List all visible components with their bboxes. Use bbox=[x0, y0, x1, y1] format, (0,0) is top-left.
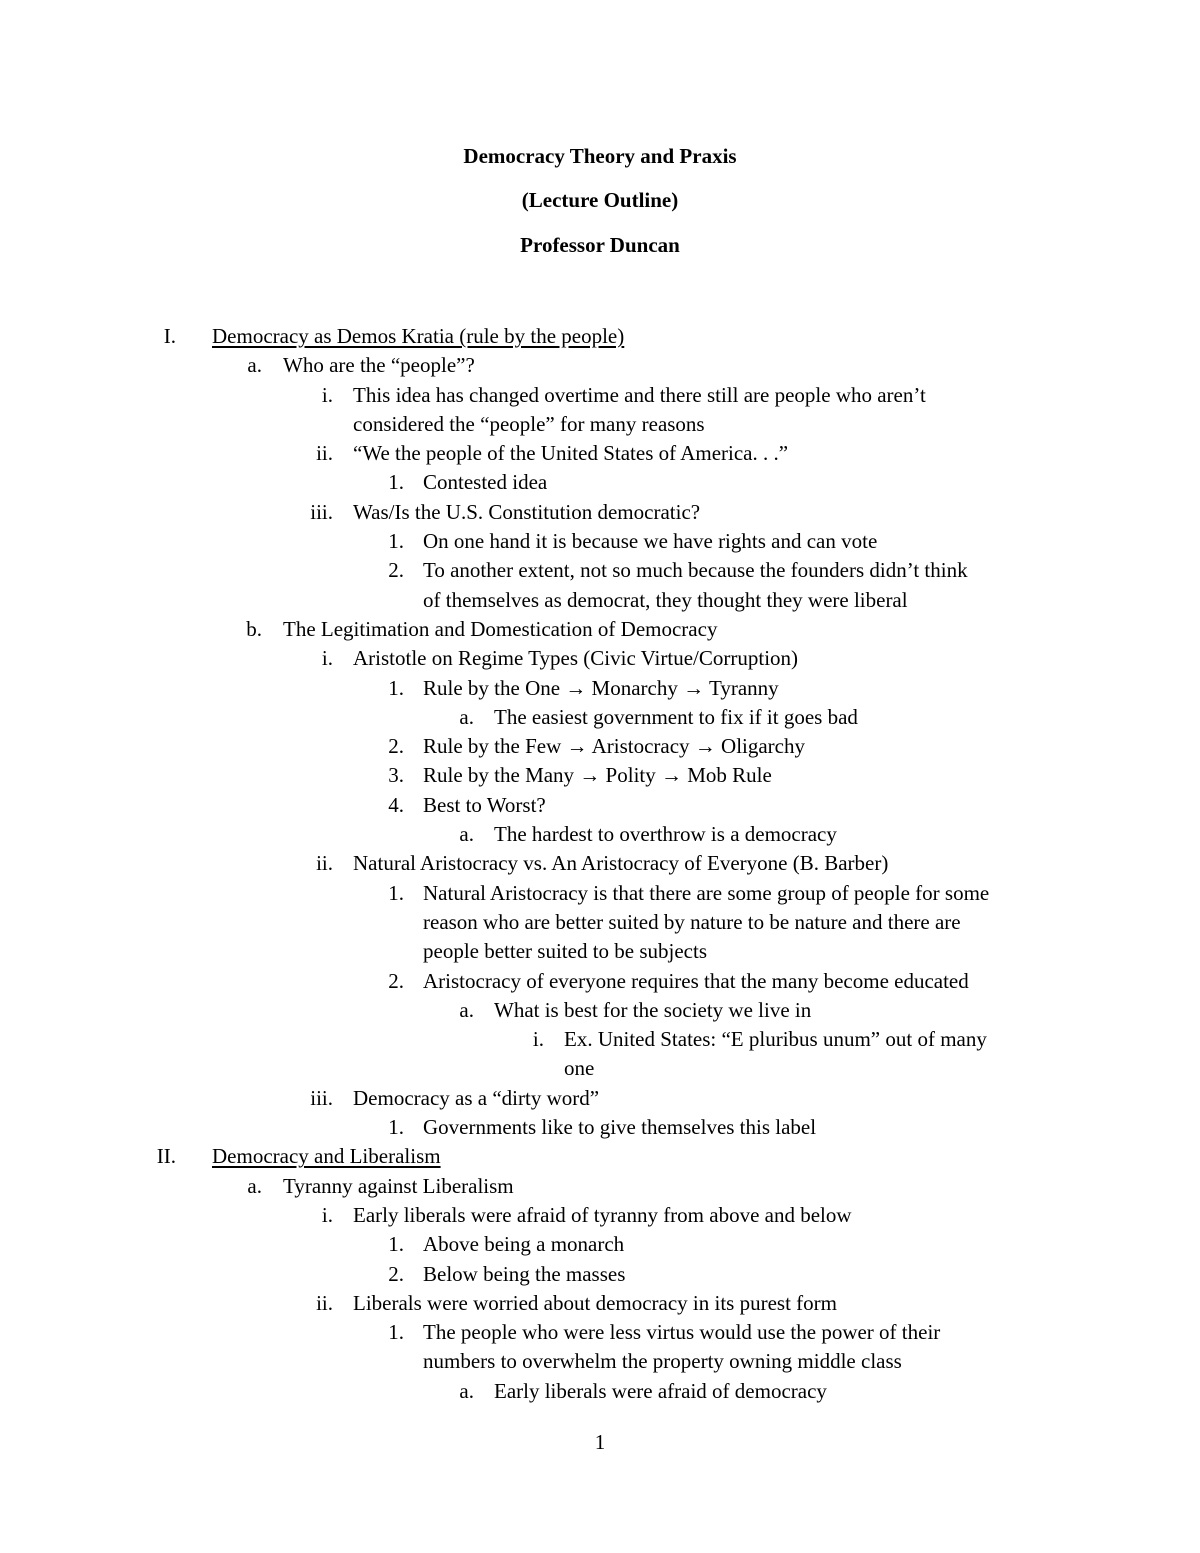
outline-text: The easiest government to fix if it goes bad bbox=[494, 704, 858, 729]
outline-item bbox=[0, 1084, 1200, 1113]
outline-item bbox=[0, 879, 1200, 908]
outline-marker: 2. bbox=[388, 558, 404, 583]
outline-item bbox=[0, 1201, 1200, 1230]
outline-item bbox=[0, 644, 1200, 673]
outline-text: The hardest to overthrow is a democracy bbox=[494, 822, 837, 847]
outline-text: Democracy as Demos Kratia (rule by the people) bbox=[212, 324, 625, 348]
outline-text: Early liberals were afraid of democracy bbox=[494, 1378, 827, 1403]
document-subtitle: (Lecture Outline) bbox=[521, 188, 679, 212]
outline-item bbox=[0, 967, 1200, 996]
outline-marker: 1. bbox=[388, 1320, 404, 1345]
outline-item bbox=[0, 556, 1200, 585]
outline-item bbox=[0, 1318, 1200, 1347]
outline-text: Above being a monarch bbox=[423, 1232, 625, 1257]
outline-item bbox=[0, 586, 1200, 615]
outline-text: The people who were less virtus would use the power of their bbox=[423, 1320, 941, 1345]
outline-marker: 4. bbox=[388, 792, 404, 817]
outline-text: of themselves as democrat, they thought they were liberal bbox=[423, 587, 908, 612]
outline-marker: i. bbox=[321, 1202, 333, 1227]
outline-marker: 1. bbox=[388, 1115, 404, 1140]
outline-text: considered the “people” for many reasons bbox=[353, 411, 705, 436]
outline-item bbox=[0, 410, 1200, 439]
outline-text: Aristocracy of everyone requires that the many become educated bbox=[423, 968, 969, 993]
outline-text: Below being the masses bbox=[423, 1261, 626, 1286]
outline-item bbox=[0, 996, 1200, 1025]
outline-text: Ex. United States: “E pluribus unum” out of many bbox=[564, 1027, 987, 1052]
lecture-outline bbox=[0, 322, 1200, 1406]
outline-text: people better suited to be subjects bbox=[423, 939, 708, 964]
outline-marker: II. bbox=[156, 1144, 176, 1169]
document-author: Professor Duncan bbox=[520, 233, 680, 257]
outline-text: Rule by the One → Monarchy → Tyranny bbox=[423, 675, 779, 700]
outline-marker: 1. bbox=[388, 880, 404, 905]
outline-marker: ii. bbox=[316, 1290, 333, 1315]
outline-item bbox=[0, 937, 1200, 966]
outline-marker: 1. bbox=[388, 1232, 404, 1257]
outline-marker: ii. bbox=[316, 851, 333, 876]
outline-marker: 1. bbox=[388, 675, 404, 700]
outline-marker: i. bbox=[532, 1027, 544, 1052]
outline-item bbox=[0, 527, 1200, 556]
outline-item bbox=[0, 674, 1200, 703]
outline-text: one bbox=[564, 1056, 595, 1081]
outline-item bbox=[0, 908, 1200, 937]
outline-text: numbers to overwhelm the property owning middle class bbox=[423, 1349, 902, 1374]
outline-marker: a. bbox=[459, 704, 474, 729]
outline-item bbox=[0, 1377, 1200, 1406]
outline-item bbox=[0, 381, 1200, 410]
page-number: 1 bbox=[594, 1430, 606, 1454]
outline-text: Liberals were worried about democracy in its purest form bbox=[353, 1290, 837, 1315]
outline-item bbox=[0, 849, 1200, 878]
outline-text: Aristotle on Regime Types (Civic Virtue/Corruption) bbox=[353, 646, 799, 671]
outline-marker: ii. bbox=[316, 441, 333, 466]
outline-marker: a. bbox=[459, 997, 474, 1022]
outline-text: reason who are better suited by nature to be nature and there are bbox=[423, 909, 961, 934]
outline-item bbox=[0, 439, 1200, 468]
outline-marker: 2. bbox=[388, 1261, 404, 1286]
outline-item bbox=[0, 351, 1200, 380]
outline-marker: i. bbox=[321, 646, 333, 671]
outline-text: Tyranny against Liberalism bbox=[283, 1173, 514, 1198]
outline-text: The Legitimation and Domestication of Democracy bbox=[283, 616, 718, 641]
document-title: Democracy Theory and Praxis bbox=[463, 144, 737, 168]
outline-item bbox=[0, 615, 1200, 644]
outline-marker: 2. bbox=[388, 968, 404, 993]
outline-text: What is best for the society we live in bbox=[494, 997, 812, 1022]
outline-item bbox=[0, 1025, 1200, 1054]
outline-marker: iii. bbox=[310, 499, 333, 524]
outline-marker: iii. bbox=[310, 1085, 333, 1110]
outline-text: Democracy as a “dirty word” bbox=[353, 1085, 600, 1110]
outline-marker: a. bbox=[459, 822, 474, 847]
outline-text: Best to Worst? bbox=[423, 792, 546, 817]
outline-item bbox=[0, 1230, 1200, 1259]
outline-marker: 1. bbox=[388, 470, 404, 495]
outline-item bbox=[0, 1172, 1200, 1201]
outline-item bbox=[0, 1289, 1200, 1318]
outline-marker: 3. bbox=[388, 763, 404, 788]
outline-text: Who are the “people”? bbox=[283, 353, 475, 378]
outline-marker: a. bbox=[247, 1173, 262, 1198]
outline-text: This idea has changed overtime and there still are people who aren’t bbox=[353, 382, 926, 407]
outline-text: To another extent, not so much because the founders didn’t think bbox=[423, 558, 968, 583]
outline-item bbox=[0, 1054, 1200, 1083]
outline-text: Natural Aristocracy vs. An Aristocracy of Everyone (B. Barber) bbox=[353, 851, 889, 876]
outline-text: Rule by the Many → Polity → Mob Rule bbox=[423, 763, 772, 788]
outline-item bbox=[0, 761, 1200, 790]
outline-text: Rule by the Few → Aristocracy → Oligarchy bbox=[423, 734, 805, 759]
outline-marker: b. bbox=[246, 616, 262, 641]
outline-item bbox=[0, 820, 1200, 849]
outline-text: Early liberals were afraid of tyranny from above and below bbox=[353, 1202, 852, 1227]
outline-item bbox=[0, 1113, 1200, 1142]
outline-marker: 1. bbox=[388, 529, 404, 554]
outline-item bbox=[0, 468, 1200, 497]
outline-text: Natural Aristocracy is that there are some group of people for some bbox=[423, 880, 990, 905]
outline-text: “We the people of the United States of America. . .” bbox=[353, 441, 789, 466]
outline-item bbox=[0, 1347, 1200, 1376]
outline-item bbox=[0, 322, 1200, 351]
outline-text: On one hand it is because we have rights and can vote bbox=[423, 529, 878, 554]
outline-item bbox=[0, 1142, 1200, 1171]
outline-item bbox=[0, 498, 1200, 527]
outline-item bbox=[0, 791, 1200, 820]
outline-marker: a. bbox=[247, 353, 262, 378]
outline-marker: I. bbox=[163, 324, 176, 348]
outline-marker: a. bbox=[459, 1378, 474, 1403]
outline-item bbox=[0, 1260, 1200, 1289]
outline-item bbox=[0, 703, 1200, 732]
outline-marker: i. bbox=[321, 382, 333, 407]
outline-text: Democracy and Liberalism bbox=[212, 1144, 441, 1169]
outline-text: Was/Is the U.S. Constitution democratic? bbox=[353, 499, 701, 524]
outline-marker: 2. bbox=[388, 734, 404, 759]
outline-text: Governments like to give themselves this label bbox=[423, 1115, 817, 1140]
outline-item bbox=[0, 732, 1200, 761]
outline-text: Contested idea bbox=[423, 470, 548, 495]
